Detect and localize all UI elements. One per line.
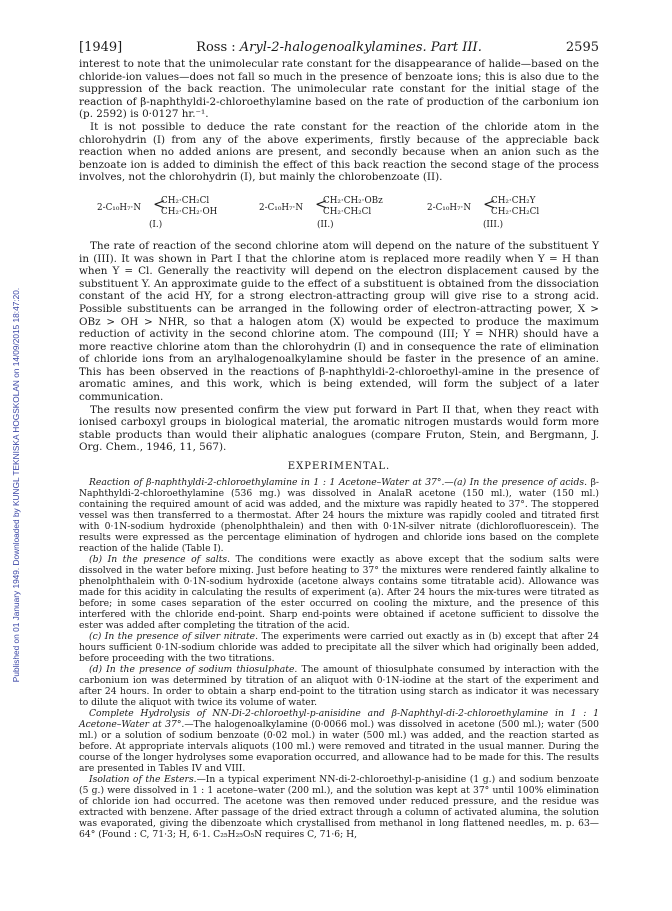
exp-isolation-paragraph [79, 774, 599, 840]
exp-thiosulphate-paragraph [79, 664, 599, 708]
exp-isolation-body: —In a typical experiment NN-di-2-chloroethyl-p-anisidine (1 g.) and sodium benzoate (5 g.) were dissolved in 1 : 1 acetone–water (200 ml.), and the solution was kept at 37° until 100% elimination of chloride ion had occurred. The acetone was then removed under reduced pressure, and the residue was extracted with benzene. After passage of the dried extract through a column of activated alumina, the solution was evaporated, giving the dibenzoate which crystallised from methanol in long flattened needles, m. p. 63—64° (Found : C, 71·3; H, 6·1. C₂₅H₂₅O₅N requires C, 71·6; H, [79, 774, 599, 841]
header-title [79, 40, 599, 55]
paragraph-1: interest to note that the unimolecular rate constant for the disappearance of halide—based on the chloride-ion values—does not fall so much in the presence of benzoate ions; this is also due to the suppression of the back reaction. The unimolecular rate constant for the initial stage of the reaction of β-naphthyldi-2-chloroethylamine based on the rate of production of the carbonium ion (p. 2592) is 0·0127 hr.⁻¹. [79, 58, 599, 121]
exp-hydrolysis-body: —The halogenoalkylamine (0·0066 mol.) was dissolved in acetone (500 ml.); water (500 ml.) or a solution of sodium benzoate (0·02 mol.) in water (500 ml.) was added, and the reaction started as before. At appropriate intervals aliquots (100 ml.) were removed and titrated in the usual manner. During the course of the longer hydrolyses some evaporation occurred, and allowance had to be made for this. The results are presented in Tables IV and VIII. [79, 719, 599, 775]
exp-hydrolysis-lead: Complete Hydrolysis of NN-Di-2-chloroethyl-p-anisidine and β-Naphthyl-di-2-chloroethylamine in 1 : 1 Acetone–Water at 37°. [79, 708, 599, 731]
exp-salts-body: The conditions were exactly as above except that the sodium salts were dissolved in the water before mixing. Just before heating to 37° the mixtures were rendered faintly alkaline to phenolphthalein with 0·1N-sodium hydroxide (acetone always contains some titratable acid). Allowance was made for this acidity in calculating the results of experiment (a). After 24 hours the mix-tures were titrated as before; in some cases separation of the ester occurred on cooling the mixture, and the presence of this interfered with the chloride end-point. Sharp end-points were obtained if acetone sufficient to dissolve the ester was added after completing the titration of the acid. [79, 554, 600, 632]
exp-thiosulphate-body: The amount of thiosulphate consumed by interaction with the carbonium ion was determined by titration of an aliquot with 0·1N-iodine at the start of the experiment and after 24 hours. In order to obtain a sharp end-point to the titration using starch as indicator it was necessary to dilute the aliquot with twice its volume of water. [79, 664, 599, 709]
exp-salts-paragraph [79, 554, 599, 631]
page-body [79, 40, 599, 840]
paragraph-4: The results now presented confirm the view put forward in Part II that, when they react with ionised carboxyl groups in biological material, the aromatic nitrogen mustards would form more stable products than would their aliphatic analogues (compare Fruton, Stein, and Bergmann, J. Org. Chem., 1946, 11, 567). [79, 403, 599, 454]
running-header [79, 40, 599, 58]
exp-silver-lead: (c) In the presence of silver nitrate. [89, 631, 259, 643]
exp-isolation-lead: Isolation of the Esters. [89, 774, 197, 786]
exp-thiosulphate-lead: (d) In the presence of sodium thiosulphate. [89, 664, 298, 676]
formula-upper: CH₂·CH₂Cl [161, 195, 210, 206]
bond-icon: < [153, 194, 166, 213]
exp-salts-lead: (b) In the presence of salts. [89, 554, 231, 566]
formula-upper: CH₂·CH₂Y [491, 195, 536, 206]
paragraph-3: The rate of reaction of the second chlorine atom will depend on the nature of the substituent Y in (III). It was shown in Part I that the chlorine atom is replaced more readily when Y = H than when Y = Cl. Generally the reactivity will depend on the electron displacement caused by the substituent Y. An approximate guide to the effect of a substituent is obtained from the dissociation constant of the acid HY, for a strong electron-attracting group will give rise to a strong acid. Possible substituents can be arranged in the following order of electron-attracting power, X > OBz > OH > NHR, so that a halogen atom (X) would be expected to produce the maximum reduction of activity in the second chlorine atom. The compound (III; Y = NHR) should have a more reactive chlorine atom than the chlorohydrin (I) and in consequence the rate of elimination of chloride ions from an arylhalogenoalkylamine should be faster in the presence of an amine. This has been observed in the reactions of β-naphthyldi-2-chloroethyl-amine in the presence of aromatic amines, and this work, which is being extended, will form the subject of a later communication. [79, 239, 599, 404]
formula-label: (I.) [149, 219, 163, 230]
bond-icon: < [315, 194, 328, 213]
exp-hydrolysis-paragraph [79, 708, 599, 774]
formula-lower: CH₂·CH₂Cl [491, 206, 540, 217]
exp-silver-body: The experiments were carried out exactly as in (b) except that after 24 hours sufficient 0·1N-sodium chloride was added to precipitate all the silver which had originally been added, before proceeding with the two titrations. [79, 631, 599, 665]
header-author: Ross : [196, 40, 236, 55]
sidebar-text: Published on 01 January 1949. Downloaded by KUNGL TEKNISKA HOGSKOLAN on 14/09/2015 18:47:20. [11, 287, 21, 683]
publication-sidebar [6, 110, 21, 870]
exp-silver-paragraph [79, 631, 599, 664]
header-title-text: Aryl-2-halogenoalkylamines. Part III. [239, 40, 482, 55]
formula-upper: CH₂·CH₂·OBz [323, 195, 383, 206]
formula-lower: CH₂·CH₂·OH [161, 206, 218, 217]
bond-icon: < [483, 194, 496, 213]
exp-reaction-paragraph [79, 477, 599, 554]
formula-lead: 2-C₁₀H₇·N [427, 202, 472, 213]
structural-formulas [79, 188, 599, 234]
formula-lead: 2-C₁₀H₇·N [259, 202, 304, 213]
formula-lower: CH₂·CH₂Cl [323, 206, 372, 217]
paragraph-2: It is not possible to deduce the rate constant for the reaction of the chloride atom in the chlorohydrin (I) from any of the above experiments, firstly because of the appreciable back reaction when no added anions are present, and secondly because when an anion such as the benzoate ion is added to diminish the effect of this back reaction the second stage of the process involves, not the chlorohydrin (I), but mainly the chlorobenzoate (II). [79, 120, 599, 184]
exp-reaction-lead: Reaction of β-naphthyldi-2-chloroethylamine in 1 : 1 Acetone–Water at 37°.—(a) In the presence of acids. [89, 477, 588, 489]
header-year: [1949] [79, 40, 123, 55]
experimental-heading: EXPERIMENTAL. [287, 461, 391, 473]
header-page-number: 2595 [565, 40, 599, 55]
exp-reaction-body: β-Naphthyldi-2-chloroethylamine (536 mg.) was dissolved in AnalaR acetone (150 ml.), water (150 ml.) containing the required amount of acid was added, and the mixture was rapidly heated to 37°. The stoppered vessel was then transferred to a thermostat. After 24 hours the mixture was rapidly cooled and titrated first with 0·1N-sodium hydroxide (phenolphthalein) and then with 0·1N-silver nitrate (dichlorofluorescein). The results were expressed as the percentage elimination of hydrogen and chloride ions based on the complete reaction of the halide (Table I). [79, 477, 599, 555]
formula-lead: 2-C₁₀H₇·N [97, 202, 142, 213]
formula-label: (III.) [483, 219, 504, 230]
formula-label: (II.) [317, 219, 334, 230]
